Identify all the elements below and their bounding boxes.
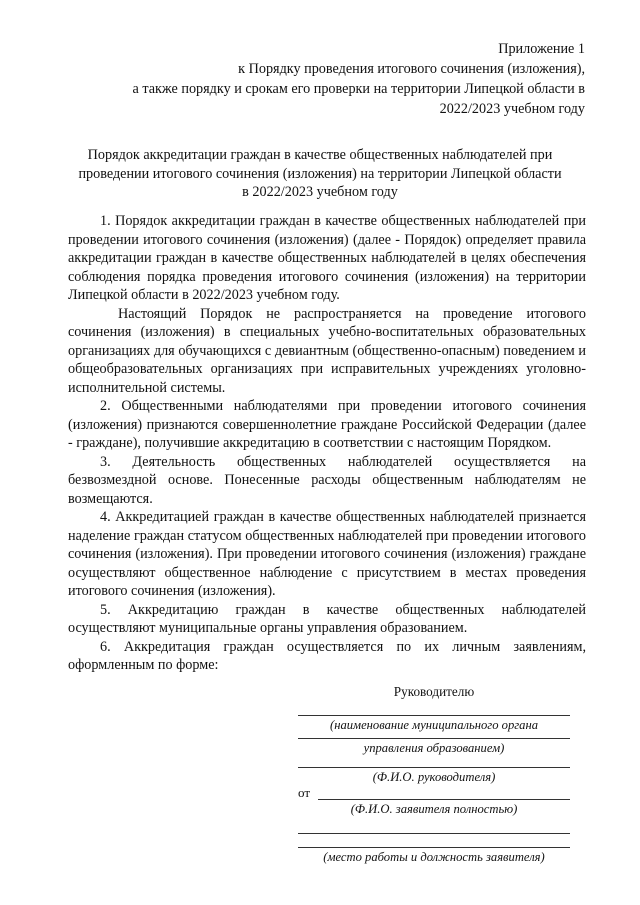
form-field-applicant — [298, 785, 570, 801]
form-field-workplace — [298, 817, 570, 835]
form-addressee: Руководителю — [393, 684, 475, 699]
form-line — [298, 738, 570, 739]
paragraph-4: 4. Аккредитацией граждан в качестве общественных наблюдателей признается наделение граждан статусом общественных наблюдателей при проведении итогового сочинения (изложения). При проведении итогового сочинения (изложения) граждане осуществляют общественное наблюдение с присутствием в местах проведения итогового сочинения (изложения). — [68, 509, 586, 599]
form-caption-organ-2: управления образованием) — [363, 741, 505, 755]
title-line-1: Порядок аккредитации граждан в качестве общественных наблюдателей при — [87, 147, 553, 163]
appendix-header — [65, 39, 585, 119]
application-form — [298, 683, 570, 865]
appendix-line-2: к Порядку проведения итогового сочинения (изложения), — [238, 61, 585, 77]
appendix-line-4: 2022/2023 учебном году — [439, 101, 585, 117]
form-line — [298, 715, 570, 716]
form-line — [298, 847, 570, 848]
form-caption-workplace: (место работы и должность заявителя) — [323, 850, 545, 864]
form-line — [298, 833, 570, 834]
form-field-organ — [298, 701, 570, 717]
document-body — [68, 212, 586, 675]
form-caption-director: (Ф.И.О. руководителя) — [372, 770, 496, 784]
paragraph-5: 5. Аккредитацию граждан в качестве общественных наблюдателей осуществляют муниципальные органы управления образованием. — [68, 601, 586, 636]
paragraph-3: 3. Деятельность общественных наблюдателей осуществляется на безвозмездной основе. Понесенные расходы общественным наблюдателям не возмещаются. — [68, 453, 586, 507]
title-line-2: проведении итогового сочинения (изложения) на территории Липецкой области — [78, 165, 562, 182]
title-line-3: в 2022/2023 учебном году — [242, 184, 398, 200]
form-line — [298, 767, 570, 768]
form-from-label: от — [298, 785, 311, 800]
paragraph-1: 1. Порядок аккредитации граждан в качестве общественных наблюдателей при проведении итогового сочинения (изложения) (далее - Порядок) определяет правила аккредитации граждан в качестве общественных наблюдателей в целях обеспечения соблюдения порядка проведения итогового сочинения (изложения) на территории Липецкой области в 2022/2023 учебном году. — [68, 213, 586, 303]
form-caption-applicant: (Ф.И.О. заявителя полностью) — [350, 802, 518, 816]
paragraph-6: 6. Аккредитация граждан осуществляется по их личным заявлениям, оформленным по форме: — [68, 638, 586, 673]
form-field-director — [298, 756, 570, 769]
paragraph-1-note: Настоящий Порядок не распространяется на проведение итогового сочинения (изложения) в специальных учебно-воспитательных образовательных организациях для обучающихся с девиантным (общественно-опасным) поведением и общеобразовательных организациях при исправительных учреждениях уголовно-исполнительной системы. — [68, 305, 586, 396]
paragraph-2: 2. Общественными наблюдателями при проведении итогового сочинения (изложения) признаются совершеннолетние граждане Российской Федерации (далее - граждане), получившие аккредитацию в соответствии с настоящим Порядком. — [68, 398, 586, 451]
appendix-line-1: Приложение 1 — [498, 41, 585, 57]
form-field-organ-2 — [298, 733, 570, 740]
appendix-line-3: а также порядку и срокам его проверки на территории Липецкой области в — [132, 81, 585, 97]
form-line — [318, 799, 570, 800]
form-field-workplace-2 — [298, 835, 570, 849]
document-title — [60, 146, 580, 202]
form-caption-organ: (наименование муниципального органа — [330, 718, 538, 732]
